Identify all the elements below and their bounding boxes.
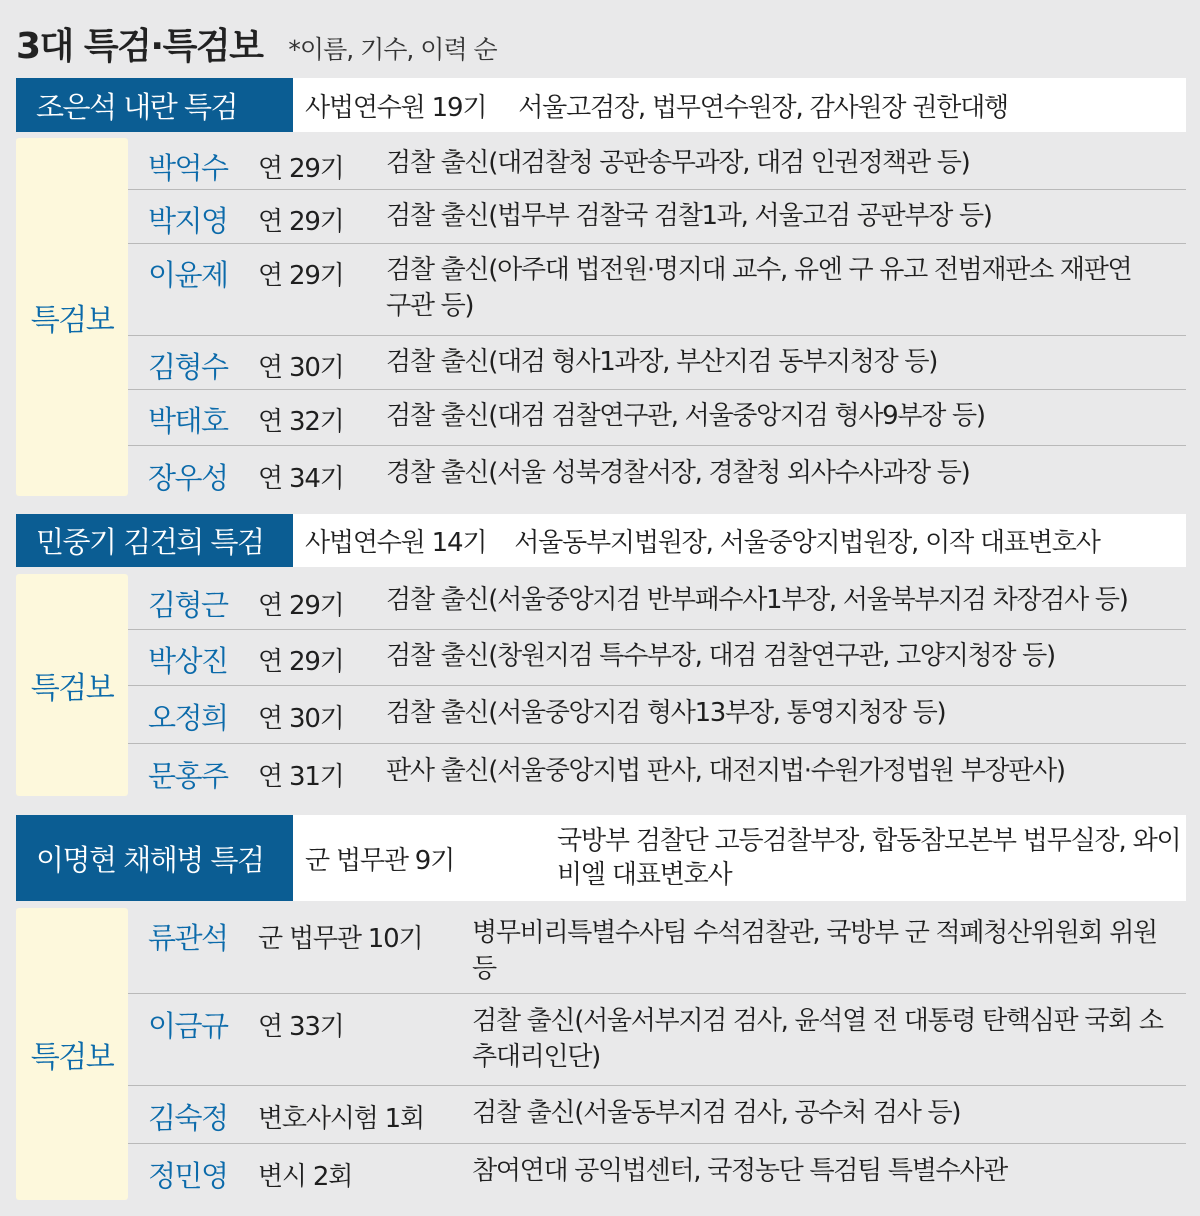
assistant-term: 연 29기: [258, 647, 344, 677]
assistant-career: 병무비리특별수사팀 수석검찰관, 국방부 군 적폐청산위원회 위원 등: [472, 918, 1157, 984]
assistant-name: 이윤제: [148, 258, 228, 292]
assistant-career: 검찰 출신(서울중앙지검 형사13부장, 통영지청장 등): [386, 698, 946, 728]
section-header-insurrection: [16, 78, 1186, 132]
assistant-career: 검찰 출신(대검 검찰연구관, 서울중앙지검 형사9부장 등): [386, 401, 985, 431]
note: *이름, 기수, 이력 순: [288, 35, 497, 64]
assistant-rows: [128, 138, 1186, 496]
assistant-term: 연 34기: [258, 464, 344, 494]
assistant-name: 정민영: [148, 1159, 228, 1193]
assistant-row: [128, 1144, 1186, 1200]
section-info: [293, 78, 1008, 132]
assistant-career: 참여연대 공익법센터, 국정농단 특검팀 특별수사관: [472, 1156, 1007, 1186]
assistant-name: 문홍주: [148, 759, 228, 793]
section-info: [293, 514, 1100, 567]
assistant-row: [128, 744, 1186, 796]
assistant-career: 판사 출신(서울중앙지법 판사, 대전지법·수원가정법원 부장판사): [386, 756, 1065, 786]
title-bar: [16, 18, 497, 68]
assistant-name: 박상진: [148, 644, 228, 678]
assistant-career: 검찰 출신(창원지검 특수부장, 대검 검찰연구관, 고양지청장 등): [386, 641, 1055, 671]
assistant-row: [128, 574, 1186, 630]
assistant-career: 검찰 출신(대검찰청 공판송무과장, 대검 인권정책관 등): [386, 148, 970, 178]
section-header-marine: [16, 815, 1186, 901]
assistant-term: 군 법무관 10기: [258, 924, 423, 954]
assistant-name: 류관석: [148, 921, 228, 955]
assistant-term: 변호사시험 1회: [258, 1104, 424, 1134]
assistant-row: [128, 446, 1186, 496]
assistant-row: [128, 244, 1186, 336]
assistant-row: [128, 336, 1186, 390]
section-title: 민중기 김건희 특검: [16, 514, 293, 567]
assistant-row: [128, 390, 1186, 446]
group-label: 특검보: [16, 138, 128, 496]
assistant-term: 연 30기: [258, 353, 344, 383]
assistant-group-kim-keonhee: [16, 574, 1186, 796]
assistant-name: 오정희: [148, 701, 228, 735]
section-info: [293, 815, 1197, 901]
assistant-career: 검찰 출신(대검 형사1과장, 부산지검 동부지청장 등): [386, 347, 938, 377]
group-label: 특검보: [16, 574, 128, 796]
assistant-term: 변시 2회: [258, 1162, 353, 1192]
assistant-row: [128, 138, 1186, 190]
assistant-term: 연 32기: [258, 407, 344, 437]
assistant-name: 김형수: [148, 350, 228, 384]
assistant-row: [128, 190, 1186, 244]
counsel-career: 서울고검장, 법무연수원장, 감사원장 권한대행: [518, 92, 1008, 123]
section-title: 조은석 내란 특검: [16, 78, 293, 132]
assistant-career: 검찰 출신(서울중앙지검 반부패수사1부장, 서울북부지검 차장검사 등): [386, 585, 1128, 615]
assistant-row: [128, 994, 1186, 1086]
assistant-row: [128, 630, 1186, 686]
counsel-career: 서울동부지법원장, 서울중앙지법원장, 이작 대표변호사: [514, 528, 1100, 558]
assistant-term: 연 29기: [258, 207, 344, 237]
assistant-term: 연 29기: [258, 154, 344, 184]
assistant-row: [128, 908, 1186, 994]
section-title: 이명현 채해병 특검: [16, 815, 293, 901]
assistant-rows: [128, 908, 1186, 1200]
assistant-term: 연 33기: [258, 1012, 344, 1042]
assistant-name: 박억수: [148, 151, 228, 185]
counsel-qualification: 사법연수원 19기: [305, 92, 487, 123]
assistant-term: 연 29기: [258, 591, 344, 621]
assistant-group-marine: [16, 908, 1186, 1200]
assistant-name: 김숙정: [148, 1101, 228, 1135]
assistant-career: 검찰 출신(서울서부지검 검사, 윤석열 전 대통령 탄핵심판 국회 소추대리인단): [472, 1006, 1163, 1072]
assistant-term: 연 29기: [258, 261, 344, 291]
assistant-career: 경찰 출신(서울 성북경찰서장, 경찰청 외사수사과장 등): [386, 458, 970, 488]
assistant-row: [128, 1086, 1186, 1144]
assistant-name: 박태호: [148, 404, 228, 438]
assistant-career: 검찰 출신(서울동부지검 검사, 공수처 검사 등): [472, 1098, 961, 1128]
assistant-row: [128, 686, 1186, 744]
counsel-qualification: 군 법무관 9기: [305, 845, 455, 876]
assistant-name: 이금규: [148, 1009, 228, 1043]
assistant-name: 김형근: [148, 588, 228, 622]
assistant-term: 연 30기: [258, 704, 344, 734]
assistant-term: 연 31기: [258, 762, 344, 792]
assistant-name: 장우성: [148, 461, 228, 495]
assistant-rows: [128, 574, 1186, 796]
main-title: 3대 특검·특검보: [16, 26, 263, 67]
section-header-kim-keonhee: [16, 514, 1186, 567]
assistant-career: 검찰 출신(법무부 검찰국 검찰1과, 서울고검 공판부장 등): [386, 201, 992, 231]
assistant-group-insurrection: [16, 138, 1186, 496]
counsel-career: 국방부 검찰단 고등검찰부장, 합동참모본부 법무실장, 와이비엘 대표변호사: [557, 826, 1181, 890]
group-label: 특검보: [16, 908, 128, 1200]
assistant-name: 박지영: [148, 204, 228, 238]
assistant-career: 검찰 출신(아주대 법전원·명지대 교수, 유엔 구 유고 전범재판소 재판연구관 등): [386, 255, 1132, 321]
counsel-qualification: 사법연수원 14기: [305, 528, 487, 558]
